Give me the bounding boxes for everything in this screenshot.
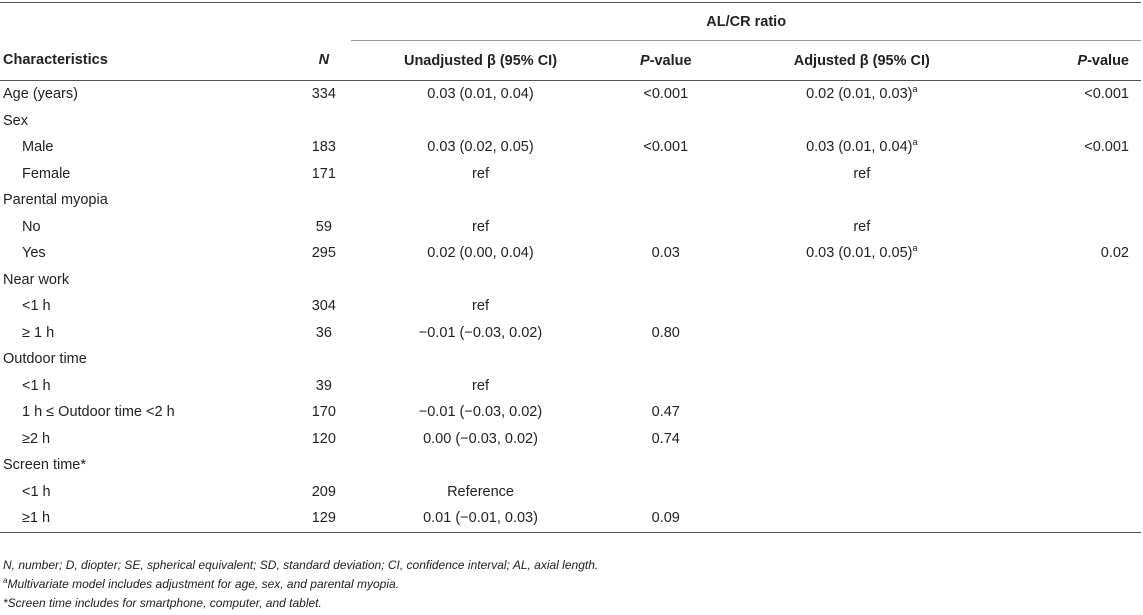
cell-characteristic-text: Outdoor time [3,351,87,368]
cell-unadjusted-beta-text: ref [472,377,489,394]
cell-adjusted-beta [722,267,1002,294]
cell-unadjusted-beta [351,373,609,400]
cell-adjusted-p [1002,505,1141,532]
cell-adjusted-p [1002,373,1141,400]
cell-n [296,81,351,108]
footnotes [3,556,598,613]
cell-n-text: 39 [315,377,332,394]
cell-n [296,134,351,161]
footnote-marker: a [912,137,918,148]
cell-n [296,426,351,453]
cell-unadjusted-beta-text: 0.01 (−0.01, 0.03) [423,510,538,527]
cell-n-text: 170 [311,404,336,421]
footnote-a [3,575,598,594]
cell-unadjusted-beta-text: −0.01 (−0.03, 0.02) [418,404,543,421]
cell-unadjusted-p [610,479,722,506]
cell-unadjusted-beta [351,399,609,426]
cell-adjusted-p [1002,161,1141,188]
cell-adjusted-beta [722,293,1002,320]
table-row [0,108,1141,135]
table-row [0,267,1141,294]
cell-characteristic-text: ≥1 h [22,510,51,527]
cell-characteristic-text: <1 h [22,483,51,500]
cell-unadjusted-p [610,108,722,135]
cell-unadjusted-p-text: 0.09 [651,510,680,527]
col-header-unadjusted-p [610,41,722,81]
col-header-characteristics: Characteristics [0,41,296,81]
p-suffix: -value [1087,52,1129,69]
col-header-adjusted-beta: Adjusted β (95% CI) [722,41,1002,81]
table-row [0,452,1141,479]
cell-adjusted-beta [722,214,1002,241]
cell-characteristic-text: Female [22,165,71,182]
footnote-star: *Screen time includes for smartphone, computer, and tablet. [3,596,322,610]
table-row [0,505,1141,532]
cell-adjusted-beta [722,81,1002,108]
cell-characteristic [0,505,296,532]
cell-unadjusted-p [610,187,722,214]
cell-unadjusted-p-text: 0.74 [651,430,680,447]
cell-unadjusted-beta [351,214,609,241]
cell-adjusted-p [1002,426,1141,453]
cell-unadjusted-beta-text: 0.03 (0.01, 0.04) [427,86,534,103]
cell-adjusted-p [1002,187,1141,214]
cell-adjusted-p [1002,267,1141,294]
cell-unadjusted-beta-text: Reference [447,483,514,500]
cell-unadjusted-beta [351,426,609,453]
cell-n-text: 334 [311,86,336,103]
cell-n [296,505,351,532]
table-row [0,240,1141,267]
cell-unadjusted-p-text: 0.47 [651,404,680,421]
cell-characteristic-text: Near work [3,271,70,288]
p-suffix: -value [649,52,692,69]
cell-unadjusted-p-text: 0.80 [651,324,680,341]
cell-unadjusted-beta [351,81,609,108]
cell-adjusted-p [1002,452,1141,479]
cell-adjusted-p-text: <0.001 [1084,139,1129,156]
cell-unadjusted-p [610,452,722,479]
cell-adjusted-beta [722,134,1002,161]
cell-characteristic [0,479,296,506]
cell-n-text: 209 [311,483,336,500]
cell-adjusted-p [1002,479,1141,506]
cell-adjusted-p [1002,399,1141,426]
cell-n-text: 129 [311,510,336,527]
table-body [0,81,1141,533]
cell-characteristic-text: Screen time* [3,457,87,474]
cell-unadjusted-p [610,267,722,294]
cell-adjusted-p-text: 0.02 [1100,245,1129,262]
cell-n [296,267,351,294]
cell-characteristic-text: No [22,218,41,235]
cell-unadjusted-beta-text: ref [472,218,489,235]
cell-characteristic [0,452,296,479]
cell-characteristic-text: ≥2 h [22,430,51,447]
results-table [0,2,1141,533]
cell-characteristic [0,108,296,135]
column-header-row [0,41,1141,81]
footnote-abbreviations: N, number; D, diopter; SE, spherical equivalent; SD, standard deviation; CI, confidence interval; AL, axial length. [3,558,599,572]
cell-adjusted-beta [722,346,1002,373]
cell-n [296,479,351,506]
table-row [0,214,1141,241]
cell-n-text: 36 [315,324,332,341]
cell-adjusted-beta-text: 0.03 (0.01, 0.05) [806,245,913,262]
cell-characteristic [0,399,296,426]
col-header-unadjusted-beta: Unadjusted β (95% CI) [351,41,609,81]
cell-unadjusted-beta [351,293,609,320]
cell-n-text: 59 [315,218,332,235]
cell-adjusted-beta [722,452,1002,479]
cell-characteristic-text: Yes [22,245,46,262]
cell-unadjusted-beta [351,134,609,161]
cell-unadjusted-p [610,373,722,400]
cell-adjusted-beta [722,320,1002,347]
cell-characteristic [0,81,296,108]
cell-characteristic [0,320,296,347]
cell-adjusted-beta [722,187,1002,214]
cell-characteristic-text: Parental myopia [3,192,108,209]
cell-unadjusted-p [610,81,722,108]
footnote-a-marker: a [3,576,8,585]
cell-adjusted-p [1002,240,1141,267]
table-row [0,346,1141,373]
cell-adjusted-beta [722,161,1002,188]
cell-characteristic-text: Sex [3,112,28,129]
cell-n [296,240,351,267]
cell-unadjusted-beta [351,108,609,135]
footnote-a-text: Multivariate model includes adjustment for age, sex, and parental myopia. [7,577,399,591]
cell-characteristic-text: <1 h [22,298,51,315]
cell-adjusted-beta-text: 0.02 (0.01, 0.03) [806,86,913,103]
cell-unadjusted-beta [351,346,609,373]
cell-characteristic-text: Age (years) [3,86,78,103]
cell-adjusted-beta [722,373,1002,400]
group-header-al-cr-ratio: AL/CR ratio [351,3,1141,41]
cell-characteristic [0,187,296,214]
cell-unadjusted-p [610,399,722,426]
cell-characteristic [0,373,296,400]
cell-unadjusted-beta [351,505,609,532]
cell-adjusted-p [1002,108,1141,135]
col-header-adjusted-p [1002,41,1141,81]
cell-unadjusted-p [610,161,722,188]
table-row [0,479,1141,506]
cell-unadjusted-p [610,505,722,532]
cell-n-text: 295 [311,245,336,262]
cell-unadjusted-p-text: <0.001 [643,86,689,103]
cell-adjusted-beta [722,426,1002,453]
footnote-marker: a [912,84,918,95]
cell-adjusted-beta [722,479,1002,506]
cell-unadjusted-beta [351,240,609,267]
cell-n [296,161,351,188]
cell-characteristic-text: 1 h ≤ Outdoor time <2 h [22,404,175,421]
cell-unadjusted-p [610,214,722,241]
group-header-row [0,3,1141,41]
cell-adjusted-p [1002,293,1141,320]
cell-adjusted-beta-text: 0.03 (0.01, 0.04) [806,139,913,156]
cell-characteristic [0,161,296,188]
cell-n [296,293,351,320]
cell-adjusted-p [1002,81,1141,108]
footnote-marker: a [912,243,918,254]
cell-n [296,214,351,241]
cell-adjusted-beta [722,240,1002,267]
p-letter: P [639,52,650,69]
cell-adjusted-beta [722,505,1002,532]
cell-unadjusted-p [610,134,722,161]
cell-adjusted-p [1002,320,1141,347]
cell-n [296,373,351,400]
cell-n [296,187,351,214]
cell-unadjusted-beta [351,479,609,506]
cell-unadjusted-beta [351,161,609,188]
cell-characteristic [0,346,296,373]
cell-adjusted-beta [722,399,1002,426]
table-row [0,426,1141,453]
cell-unadjusted-beta-text: 0.03 (0.02, 0.05) [427,139,534,156]
cell-adjusted-p [1002,346,1141,373]
cell-characteristic [0,240,296,267]
cell-unadjusted-beta-text: −0.01 (−0.03, 0.02) [418,324,543,341]
cell-n-text: 183 [311,139,336,156]
cell-characteristic-text: Male [22,139,54,156]
cell-adjusted-p [1002,214,1141,241]
cell-n-text: 171 [311,165,336,182]
cell-unadjusted-p-text: 0.03 [651,245,680,262]
cell-adjusted-beta-text: ref [853,218,871,235]
cell-n [296,108,351,135]
col-header-n: N [296,41,351,81]
cell-unadjusted-beta [351,452,609,479]
cell-unadjusted-beta [351,320,609,347]
cell-adjusted-beta [722,108,1002,135]
cell-unadjusted-beta-text: 0.00 (−0.03, 0.02) [423,430,538,447]
cell-unadjusted-p [610,426,722,453]
cell-characteristic [0,214,296,241]
cell-characteristic [0,267,296,294]
cell-characteristic-text: <1 h [22,377,51,394]
cell-unadjusted-p [610,320,722,347]
cell-characteristic [0,426,296,453]
cell-n [296,320,351,347]
table-row [0,373,1141,400]
cell-unadjusted-p [610,240,722,267]
cell-adjusted-beta-text: ref [853,165,871,182]
cell-n-text: 304 [311,298,336,315]
cell-n [296,452,351,479]
cell-unadjusted-beta [351,267,609,294]
cell-unadjusted-p-text: <0.001 [643,139,689,156]
table-row [0,134,1141,161]
cell-unadjusted-p [610,293,722,320]
cell-adjusted-p [1002,134,1141,161]
table-row [0,161,1141,188]
cell-unadjusted-beta [351,187,609,214]
table-row [0,320,1141,347]
cell-unadjusted-beta-text: 0.02 (0.00, 0.04) [427,245,534,262]
table-row [0,81,1141,108]
cell-unadjusted-beta-text: ref [472,298,489,315]
table-row [0,293,1141,320]
table-row [0,187,1141,214]
cell-n-text: 120 [311,430,336,447]
cell-adjusted-p-text: <0.001 [1084,86,1129,103]
cell-n [296,346,351,373]
cell-characteristic [0,134,296,161]
cell-characteristic [0,293,296,320]
cell-unadjusted-beta-text: ref [472,165,489,182]
table-row [0,399,1141,426]
cell-unadjusted-p [610,346,722,373]
p-letter: P [1077,52,1088,69]
cell-n [296,399,351,426]
cell-characteristic-text: ≥ 1 h [22,324,55,341]
